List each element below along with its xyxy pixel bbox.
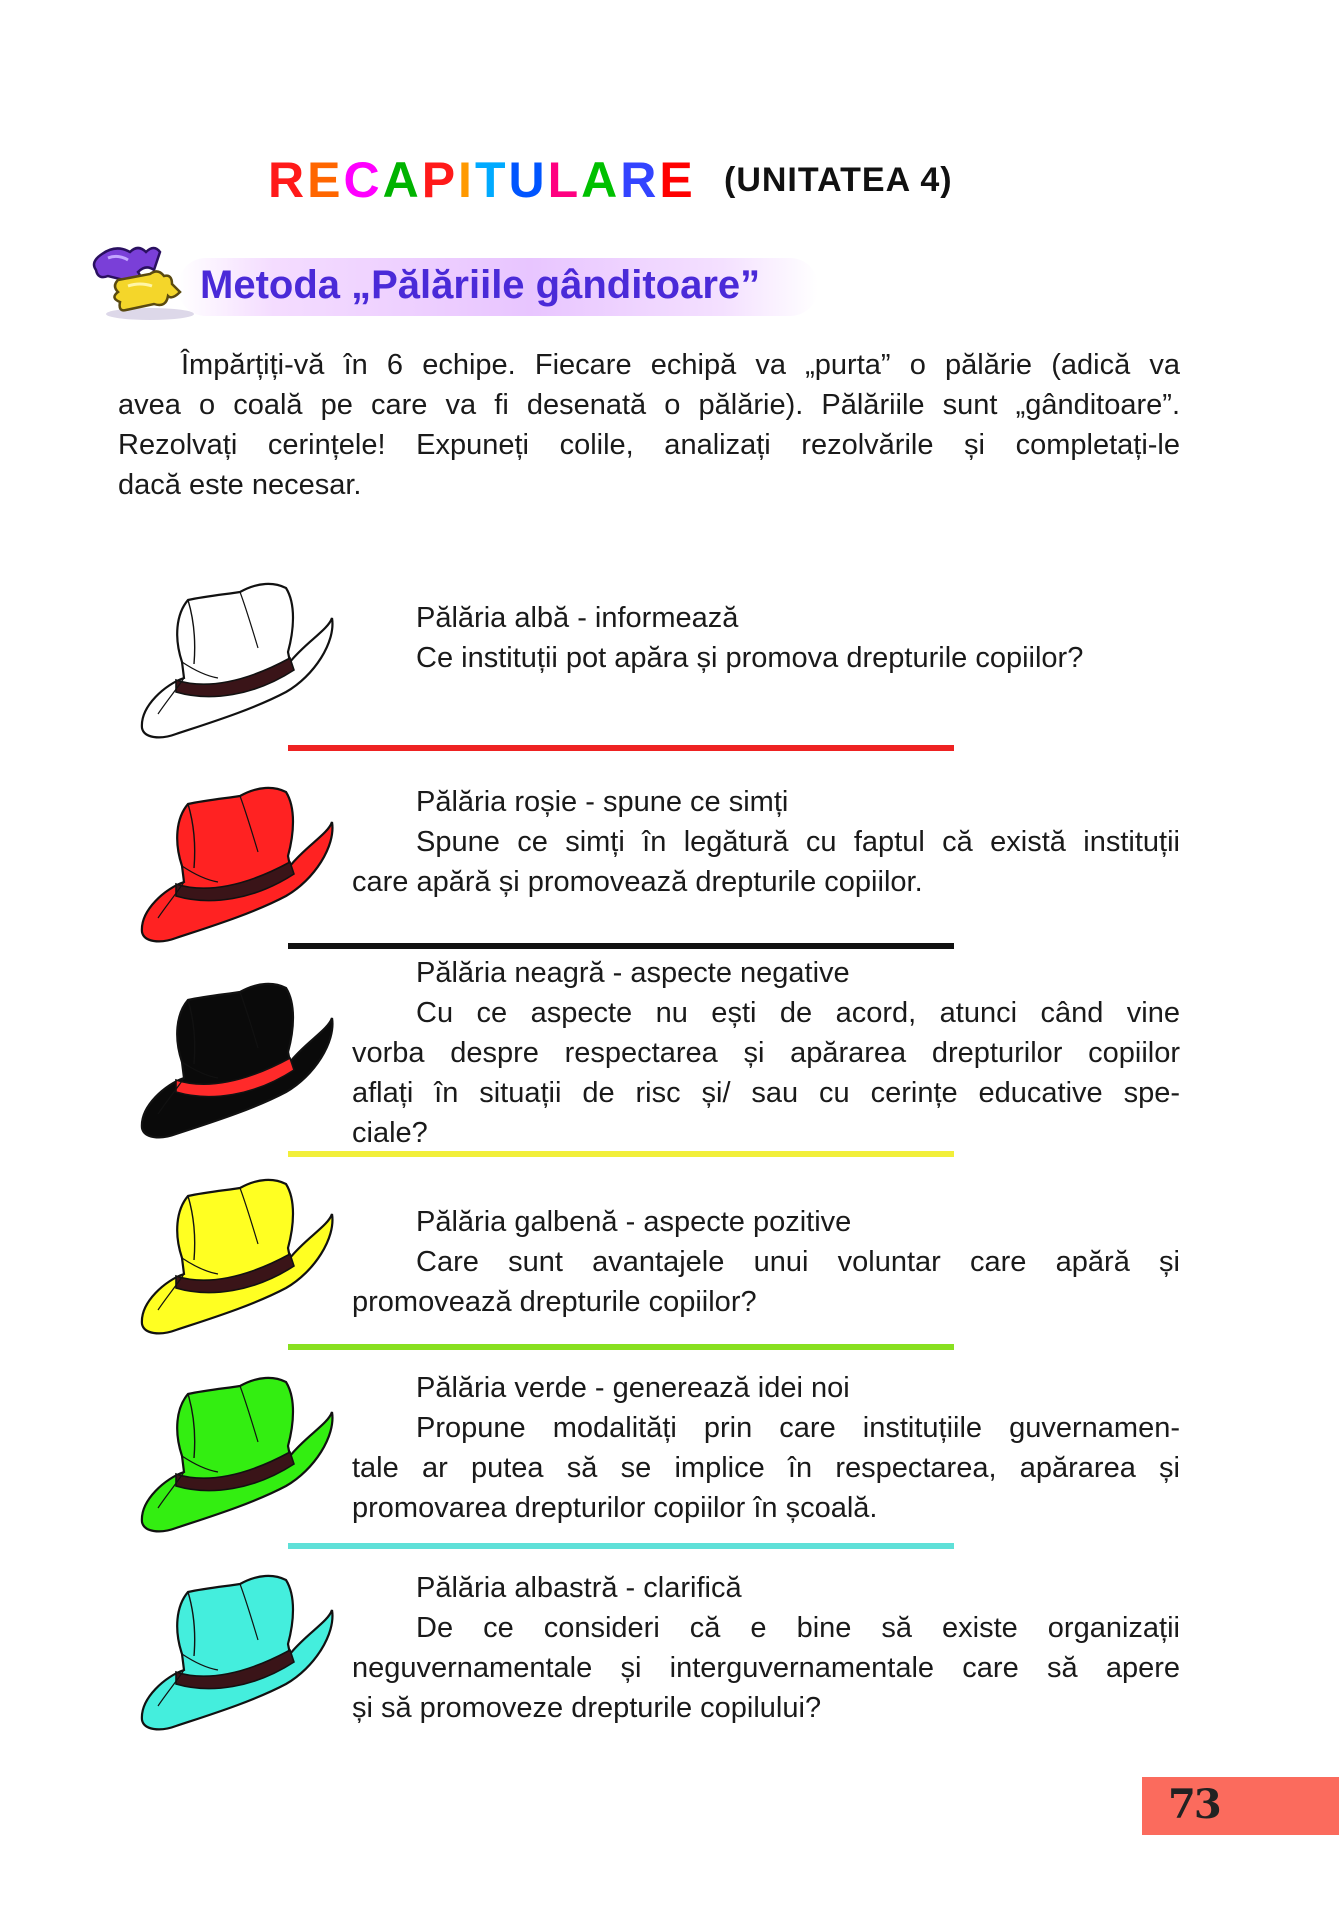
hat-question-line: promovarea drepturilor copiilor în școală. (352, 1492, 878, 1524)
divider-line (288, 1344, 954, 1350)
intro-line: Împărțiți-vă în 6 echipe. Fiecare echipă va „purta” o pălărie (adică va (181, 349, 1180, 381)
hat-question-line: Cu ce aspecte nu ești de acord, atunci când vine (416, 997, 1180, 1029)
hat-block-black (352, 953, 1180, 1153)
unit-label: (UNITATEA 4) (724, 161, 953, 199)
hat-question-line: ciale? (352, 1117, 428, 1149)
page-title (268, 152, 696, 208)
hat-question-line: neguvernamentale și interguvernamentale care să apere (352, 1652, 1180, 1684)
title-letter: T (474, 152, 509, 208)
title-letter: L (547, 152, 582, 208)
green-hat-icon (136, 1372, 336, 1536)
method-title: Metoda „Pălăriile gânditoare” (200, 263, 761, 307)
title-letter: R (620, 152, 660, 208)
puzzle-icon (88, 240, 206, 322)
title-letter: P (421, 152, 459, 208)
intro-line: Rezolvați cerințele! Expuneți colile, analizați rezolvările și completați-le (118, 429, 1180, 461)
white-hat-icon (136, 578, 336, 742)
hat-question-line: Propune modalități prin care instituțiile guvernamen- (416, 1412, 1180, 1444)
title-letter: C (343, 152, 383, 208)
intro-line: avea o coală pe care va fi desenată o pălărie). Pălăriile sunt „gânditoare”. (118, 389, 1180, 421)
hat-question-line: tale ar putea să se implice în respectarea, apărarea și (352, 1452, 1180, 1484)
title-letter: I (458, 152, 475, 208)
title-letter: E (659, 152, 696, 208)
title-letter: E (307, 152, 344, 208)
red-hat-icon (136, 782, 336, 946)
hat-question-line: vorba despre respectarea și apărarea drepturilor copiilor (352, 1037, 1180, 1069)
hat-question-line: De ce consideri că e bine să existe organizații (416, 1612, 1180, 1644)
divider-line (288, 1543, 954, 1549)
hat-block-blue (352, 1568, 1180, 1728)
hat-block-yellow (352, 1202, 1180, 1322)
yellow-hat-icon (136, 1174, 336, 1338)
hat-question-line: care apără și promovează drepturile copiilor. (352, 866, 923, 898)
black-hat-icon (136, 978, 336, 1142)
divider-line (288, 1151, 954, 1157)
title-letter: U (508, 152, 548, 208)
hat-question-line: Care sunt avantajele unui voluntar care apără și (416, 1246, 1180, 1278)
title-letter: A (382, 152, 422, 208)
title-row (268, 150, 1028, 210)
hat-heading: Pălăria albastră - clarifică (416, 1572, 742, 1604)
hat-heading: Pălăria albă - informează (416, 602, 739, 634)
page-number: 73 (1168, 1781, 1220, 1828)
divider-line (288, 745, 954, 751)
hat-heading: Pălăria neagră - aspecte negative (416, 957, 850, 989)
hat-heading: Pălăria roșie - spune ce simți (416, 786, 789, 818)
hat-question-line: promovează drepturile copiilor? (352, 1286, 757, 1318)
hat-block-green (352, 1368, 1180, 1528)
intro-line: dacă este necesar. (118, 469, 362, 501)
hat-block-white (352, 598, 1180, 678)
hat-question-line: aflați în situații de risc și/ sau cu cerințe educative spe- (352, 1077, 1180, 1109)
hat-question-line: Spune ce simți în legătură cu faptul că există instituții (416, 826, 1180, 858)
blue-hat-icon (136, 1570, 336, 1734)
hat-question-line: Ce instituții pot apăra și promova drepturile copiilor? (416, 642, 1084, 674)
hat-question-line: și să promoveze drepturile copilului? (352, 1692, 822, 1724)
divider-line (288, 943, 954, 949)
hat-heading: Pălăria galbenă - aspecte pozitive (416, 1206, 852, 1238)
intro-paragraph (118, 345, 1180, 505)
title-letter: R (268, 152, 308, 208)
hat-block-red (352, 782, 1180, 902)
hat-heading: Pălăria verde - generează idei noi (416, 1372, 850, 1404)
method-banner (88, 240, 828, 322)
page-number-box (1142, 1777, 1339, 1835)
title-letter: A (581, 152, 621, 208)
